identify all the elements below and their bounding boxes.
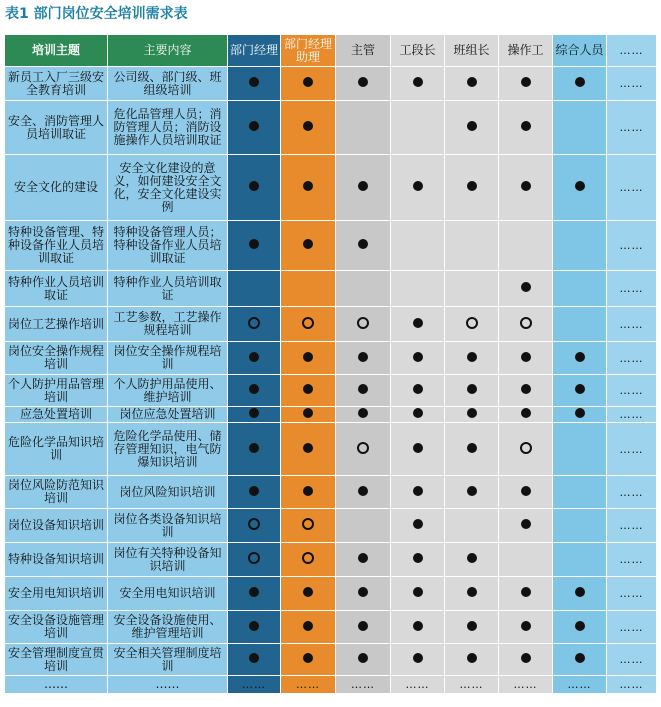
filled-circle-icon — [521, 121, 531, 131]
cell-more: …… — [228, 676, 281, 694]
cell-required — [281, 155, 336, 221]
cell-content: 特种设备管理人员；特种设备作业人员培训取证 — [108, 221, 228, 271]
cell-empty — [228, 271, 281, 307]
cell-optional — [499, 307, 553, 342]
cell-optional — [336, 307, 391, 342]
cell-required — [228, 342, 281, 375]
cell-required — [553, 577, 607, 611]
cell-required — [336, 375, 391, 407]
cell-required — [336, 611, 391, 644]
filled-circle-icon — [521, 621, 531, 631]
cell-required — [228, 101, 281, 155]
filled-circle-icon — [358, 587, 368, 597]
cell-required — [228, 67, 281, 101]
cell-more: …… — [607, 307, 657, 342]
cell-required — [445, 101, 499, 155]
cell-empty — [553, 271, 607, 307]
filled-circle-icon — [249, 121, 259, 131]
filled-circle-icon — [521, 408, 531, 418]
cell-empty — [553, 307, 607, 342]
cell-required — [281, 611, 336, 644]
cell-required — [281, 407, 336, 423]
filled-circle-icon — [467, 553, 477, 563]
cell-required — [228, 423, 281, 476]
cell-required — [391, 543, 445, 577]
header-content: 主要内容 — [108, 35, 228, 67]
cell-required — [391, 155, 445, 221]
filled-circle-icon — [249, 352, 259, 362]
cell-required — [391, 407, 445, 423]
cell-empty — [553, 476, 607, 509]
cell-required — [281, 644, 336, 676]
filled-circle-icon — [467, 384, 477, 394]
cell-required — [228, 611, 281, 644]
cell-more: …… — [607, 101, 657, 155]
cell-required — [281, 67, 336, 101]
cell-topic: 岗位安全操作规程培训 — [5, 342, 108, 375]
table-row — [5, 375, 657, 407]
table-row — [5, 476, 657, 509]
cell-empty — [281, 271, 336, 307]
cell-more: …… — [607, 577, 657, 611]
cell-required — [281, 577, 336, 611]
cell-required — [445, 611, 499, 644]
cell-content: 安全相关管理制度培训 — [108, 644, 228, 676]
cell-empty — [336, 101, 391, 155]
cell-more: …… — [336, 676, 391, 694]
filled-circle-icon — [521, 519, 531, 529]
filled-circle-icon — [249, 77, 259, 87]
filled-circle-icon — [413, 519, 423, 529]
table-row — [5, 407, 657, 423]
cell-topic: 岗位风险防范知识培训 — [5, 476, 108, 509]
filled-circle-icon — [413, 443, 423, 453]
cell-required — [499, 644, 553, 676]
table-row — [5, 611, 657, 644]
filled-circle-icon — [467, 486, 477, 496]
cell-topic: 新员工入厂三级安全教育培训 — [5, 67, 108, 101]
filled-circle-icon — [249, 239, 259, 249]
cell-required — [391, 644, 445, 676]
table-row — [5, 221, 657, 271]
cell-more: …… — [607, 271, 657, 307]
cell-empty — [499, 543, 553, 577]
cell-required — [228, 644, 281, 676]
cell-required — [499, 577, 553, 611]
cell-required — [336, 67, 391, 101]
cell-required — [391, 509, 445, 543]
cell-more: …… — [607, 375, 657, 407]
cell-more: …… — [607, 509, 657, 543]
filled-circle-icon — [467, 443, 477, 453]
cell-required — [228, 407, 281, 423]
cell-required — [391, 423, 445, 476]
table-row — [5, 342, 657, 375]
filled-circle-icon — [249, 408, 259, 418]
filled-circle-icon — [249, 653, 259, 663]
table-row — [5, 271, 657, 307]
training-needs-table — [4, 34, 657, 694]
cell-required — [445, 67, 499, 101]
filled-circle-icon — [358, 553, 368, 563]
cell-required — [445, 476, 499, 509]
filled-circle-icon — [303, 653, 313, 663]
table-row — [5, 644, 657, 676]
open-circle-icon — [520, 317, 532, 329]
filled-circle-icon — [575, 77, 585, 87]
filled-circle-icon — [358, 621, 368, 631]
filled-circle-icon — [467, 653, 477, 663]
filled-circle-icon — [358, 408, 368, 418]
cell-content: 岗位风险知识培训 — [108, 476, 228, 509]
cell-empty — [553, 423, 607, 476]
filled-circle-icon — [303, 181, 313, 191]
cell-required — [445, 155, 499, 221]
cell-required — [391, 307, 445, 342]
cell-optional — [499, 423, 553, 476]
cell-more: …… — [499, 676, 553, 694]
cell-topic: 安全管理制度宣贯培训 — [5, 644, 108, 676]
cell-empty — [336, 271, 391, 307]
header-operator: 操作工 — [499, 35, 553, 67]
cell-more: …… — [607, 644, 657, 676]
cell-required — [228, 155, 281, 221]
cell-required — [499, 407, 553, 423]
filled-circle-icon — [358, 384, 368, 394]
cell-required — [445, 342, 499, 375]
cell-content: 安全设备设施使用、维护管理培训 — [108, 611, 228, 644]
filled-circle-icon — [575, 181, 585, 191]
filled-circle-icon — [303, 384, 313, 394]
cell-optional — [228, 509, 281, 543]
cell-required — [228, 221, 281, 271]
filled-circle-icon — [249, 181, 259, 191]
cell-more: …… — [607, 676, 657, 694]
cell-required — [281, 342, 336, 375]
filled-circle-icon — [303, 621, 313, 631]
cell-empty — [336, 509, 391, 543]
cell-required — [281, 375, 336, 407]
cell-content: 安全用电知识培训 — [108, 577, 228, 611]
cell-required — [553, 155, 607, 221]
table-row — [5, 509, 657, 543]
cell-optional — [336, 423, 391, 476]
open-circle-icon — [357, 317, 369, 329]
header-row — [5, 35, 657, 67]
filled-circle-icon — [249, 587, 259, 597]
table-row — [5, 676, 657, 694]
open-circle-icon — [302, 552, 314, 564]
cell-required — [445, 407, 499, 423]
cell-required — [336, 407, 391, 423]
cell-required — [553, 644, 607, 676]
cell-required — [553, 67, 607, 101]
cell-required — [281, 221, 336, 271]
filled-circle-icon — [413, 621, 423, 631]
filled-circle-icon — [303, 443, 313, 453]
header-dept-manager-assistant: 部门经理助理 — [281, 35, 336, 67]
filled-circle-icon — [413, 77, 423, 87]
filled-circle-icon — [521, 486, 531, 496]
cell-content: 危化品管理人员；消防管理人员；消防设施操作人员培训取证 — [108, 101, 228, 155]
cell-empty — [553, 221, 607, 271]
header-more: …… — [607, 35, 657, 67]
cell-required — [499, 476, 553, 509]
cell-empty — [391, 221, 445, 271]
table-row — [5, 67, 657, 101]
filled-circle-icon — [358, 486, 368, 496]
filled-circle-icon — [249, 384, 259, 394]
cell-more: …… — [391, 676, 445, 694]
cell-topic: 安全用电知识培训 — [5, 577, 108, 611]
cell-topic: 特种设备管理、特种设备作业人员培训取证 — [5, 221, 108, 271]
cell-content: 工艺参数，工艺操作规程培训 — [108, 307, 228, 342]
cell-required — [336, 221, 391, 271]
cell-required — [391, 375, 445, 407]
cell-optional — [445, 307, 499, 342]
cell-required — [336, 155, 391, 221]
cell-required — [336, 644, 391, 676]
filled-circle-icon — [303, 239, 313, 249]
cell-content: 岗位安全操作规程培训 — [108, 342, 228, 375]
filled-circle-icon — [413, 553, 423, 563]
filled-circle-icon — [413, 408, 423, 418]
filled-circle-icon — [358, 181, 368, 191]
cell-required — [499, 67, 553, 101]
cell-topic: 个人防护用品管理培训 — [5, 375, 108, 407]
cell-empty — [553, 543, 607, 577]
header-topic: 培训主题 — [5, 35, 108, 67]
cell-content: …… — [108, 676, 228, 694]
open-circle-icon — [248, 317, 260, 329]
cell-required — [499, 375, 553, 407]
cell-required — [499, 155, 553, 221]
cell-topic: …… — [5, 676, 108, 694]
cell-required — [281, 101, 336, 155]
cell-required — [228, 577, 281, 611]
filled-circle-icon — [303, 77, 313, 87]
table-row — [5, 101, 657, 155]
filled-circle-icon — [413, 653, 423, 663]
table-row — [5, 155, 657, 221]
cell-required — [336, 577, 391, 611]
cell-required — [281, 423, 336, 476]
filled-circle-icon — [413, 181, 423, 191]
cell-required — [499, 509, 553, 543]
filled-circle-icon — [521, 352, 531, 362]
open-circle-icon — [357, 442, 369, 454]
cell-required — [391, 577, 445, 611]
cell-more: …… — [607, 423, 657, 476]
cell-content: 岗位有关特种设备知识培训 — [108, 543, 228, 577]
cell-required — [336, 543, 391, 577]
cell-more: …… — [607, 407, 657, 423]
cell-required — [336, 342, 391, 375]
cell-content: 特种作业人员培训取证 — [108, 271, 228, 307]
cell-required — [553, 611, 607, 644]
cell-empty — [445, 509, 499, 543]
filled-circle-icon — [303, 121, 313, 131]
filled-circle-icon — [413, 318, 423, 328]
cell-optional — [228, 543, 281, 577]
filled-circle-icon — [467, 121, 477, 131]
filled-circle-icon — [521, 282, 531, 292]
cell-required — [391, 342, 445, 375]
cell-optional — [281, 543, 336, 577]
filled-circle-icon — [575, 384, 585, 394]
filled-circle-icon — [467, 408, 477, 418]
cell-more: …… — [607, 155, 657, 221]
cell-optional — [228, 307, 281, 342]
cell-required — [281, 476, 336, 509]
filled-circle-icon — [249, 486, 259, 496]
open-circle-icon — [302, 317, 314, 329]
cell-required — [499, 342, 553, 375]
filled-circle-icon — [575, 587, 585, 597]
filled-circle-icon — [521, 384, 531, 394]
cell-topic: 岗位工艺操作培训 — [5, 307, 108, 342]
open-circle-icon — [466, 317, 478, 329]
cell-content: 公司级、部门级、班组级培训 — [108, 67, 228, 101]
table-row — [5, 423, 657, 476]
cell-topic: 特种设备知识培训 — [5, 543, 108, 577]
table-row — [5, 307, 657, 342]
cell-content: 安全文化建设的意义，如何建设安全文化，安全文化建设实例 — [108, 155, 228, 221]
cell-more: …… — [607, 67, 657, 101]
filled-circle-icon — [521, 77, 531, 87]
filled-circle-icon — [413, 587, 423, 597]
cell-more: …… — [607, 476, 657, 509]
filled-circle-icon — [575, 621, 585, 631]
table-title: 表1 部门岗位安全培训需求表 — [5, 6, 188, 22]
cell-empty — [445, 221, 499, 271]
filled-circle-icon — [467, 621, 477, 631]
open-circle-icon — [520, 442, 532, 454]
cell-required — [445, 375, 499, 407]
cell-required — [228, 375, 281, 407]
filled-circle-icon — [575, 352, 585, 362]
cell-topic: 安全、消防管理人员培训取证 — [5, 101, 108, 155]
header-general-staff: 综合人员 — [553, 35, 607, 67]
filled-circle-icon — [575, 653, 585, 663]
cell-more: …… — [281, 676, 336, 694]
cell-topic: 安全文化的建设 — [5, 155, 108, 221]
cell-more: …… — [553, 676, 607, 694]
cell-empty — [391, 101, 445, 155]
filled-circle-icon — [521, 181, 531, 191]
cell-optional — [281, 509, 336, 543]
cell-required — [553, 342, 607, 375]
cell-required — [391, 67, 445, 101]
cell-empty — [445, 271, 499, 307]
filled-circle-icon — [249, 621, 259, 631]
cell-topic: 应急处置培训 — [5, 407, 108, 423]
cell-required — [391, 476, 445, 509]
filled-circle-icon — [303, 587, 313, 597]
filled-circle-icon — [358, 352, 368, 362]
filled-circle-icon — [303, 352, 313, 362]
cell-topic: 岗位设备知识培训 — [5, 509, 108, 543]
cell-required — [445, 423, 499, 476]
cell-required — [499, 611, 553, 644]
cell-required — [228, 476, 281, 509]
cell-more: …… — [607, 221, 657, 271]
header-team-leader: 班组长 — [445, 35, 499, 67]
filled-circle-icon — [467, 181, 477, 191]
filled-circle-icon — [303, 408, 313, 418]
filled-circle-icon — [575, 408, 585, 418]
open-circle-icon — [248, 518, 260, 530]
filled-circle-icon — [358, 239, 368, 249]
cell-topic: 特种作业人员培训取证 — [5, 271, 108, 307]
filled-circle-icon — [467, 587, 477, 597]
cell-content: 岗位应急处置培训 — [108, 407, 228, 423]
table-row — [5, 577, 657, 611]
cell-empty — [499, 221, 553, 271]
filled-circle-icon — [521, 653, 531, 663]
open-circle-icon — [302, 518, 314, 530]
cell-content: 个人防护用品使用、维护培训 — [108, 375, 228, 407]
filled-circle-icon — [249, 443, 259, 453]
header-supervisor: 主管 — [336, 35, 391, 67]
filled-circle-icon — [521, 587, 531, 597]
cell-required — [391, 611, 445, 644]
filled-circle-icon — [467, 77, 477, 87]
filled-circle-icon — [413, 352, 423, 362]
cell-content: 危险化学品使用、储存管理知识，电气防爆知识培训 — [108, 423, 228, 476]
cell-required — [553, 375, 607, 407]
cell-more: …… — [445, 676, 499, 694]
cell-required — [445, 577, 499, 611]
filled-circle-icon — [413, 384, 423, 394]
cell-required — [553, 407, 607, 423]
filled-circle-icon — [358, 77, 368, 87]
cell-required — [445, 543, 499, 577]
cell-empty — [553, 509, 607, 543]
cell-empty — [553, 101, 607, 155]
cell-more: …… — [607, 342, 657, 375]
cell-required — [336, 476, 391, 509]
header-dept-manager: 部门经理 — [228, 35, 281, 67]
cell-topic: 安全设备设施管理培训 — [5, 611, 108, 644]
table-row — [5, 543, 657, 577]
cell-required — [445, 644, 499, 676]
cell-required — [499, 271, 553, 307]
cell-required — [499, 101, 553, 155]
cell-content: 岗位各类设备知识培训 — [108, 509, 228, 543]
open-circle-icon — [248, 552, 260, 564]
filled-circle-icon — [303, 486, 313, 496]
filled-circle-icon — [467, 352, 477, 362]
cell-empty — [391, 271, 445, 307]
cell-topic: 危险化学品知识培训 — [5, 423, 108, 476]
cell-more: …… — [607, 543, 657, 577]
cell-optional — [281, 307, 336, 342]
filled-circle-icon — [358, 653, 368, 663]
filled-circle-icon — [413, 486, 423, 496]
cell-more: …… — [607, 611, 657, 644]
header-section-chief: 工段长 — [391, 35, 445, 67]
